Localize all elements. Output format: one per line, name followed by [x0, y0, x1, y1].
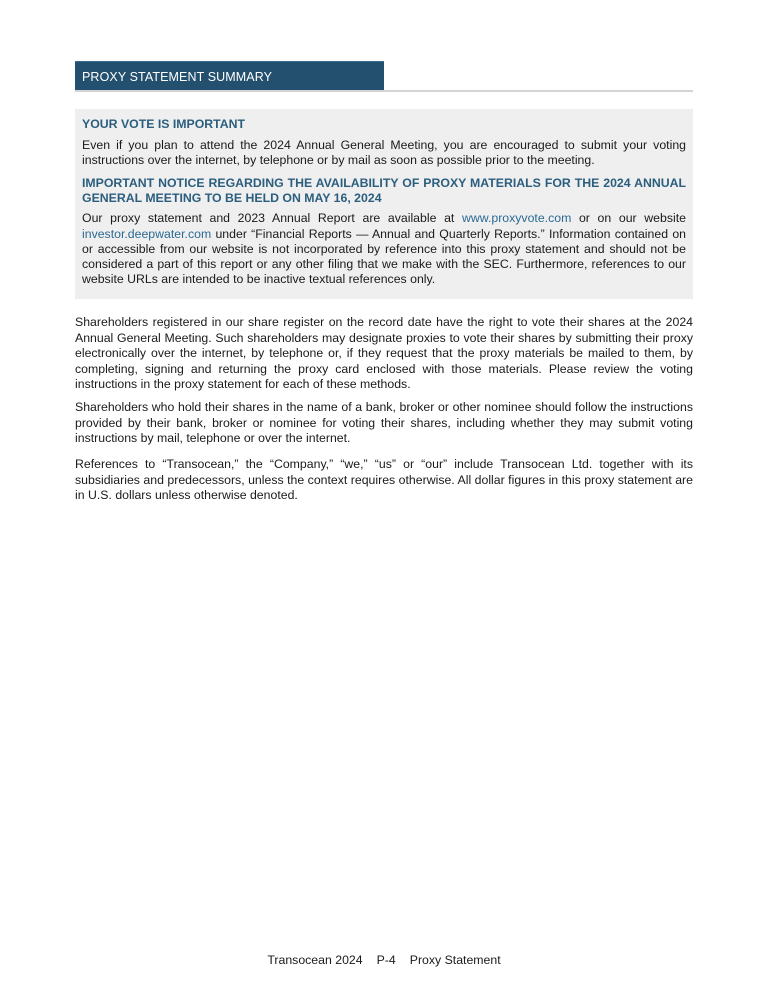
- page-footer: [0, 953, 768, 967]
- vote-heading: YOUR VOTE IS IMPORTANT: [82, 117, 246, 131]
- important-notice-box: [75, 109, 693, 299]
- availability-text-part-2: or on our website: [571, 211, 686, 226]
- availability-text-part-1: Our proxy statement and 2023 Annual Report are available at: [82, 211, 462, 226]
- section-header-tab: [75, 61, 384, 91]
- header-divider: [75, 90, 693, 92]
- investor-link[interactable]: investor.deepwater.com: [82, 226, 212, 241]
- availability-heading: IMPORTANT NOTICE REGARDING THE AVAILABILITY OF PROXY MATERIALS FOR THE 2024 ANNUAL GENERAL MEETING TO BE HELD ON MAY 16, 2024: [82, 176, 686, 206]
- footer-company-year: Transocean 2024: [267, 953, 363, 967]
- footer-page-number: P-4: [376, 953, 396, 967]
- vote-text: Even if you plan to attend the 2024 Annual General Meeting, you are encouraged to submit your voting instructions over the internet, by telephone or by mail as soon as possible prior to the meeting.: [82, 138, 686, 168]
- body-paragraph-registered-shareholders: Shareholders registered in our share register on the record date have the right to vote their shares at the 2024 Annual General Meeting. Such shareholders may designate proxies to vote their shares by submitting their proxy electronically over the internet, by telephone or, if they request that the proxy materials be mailed to them, by completing, signing and returning the proxy card enclosed with those materials. Please review the voting instructions in the proxy statement for each of these methods.: [75, 315, 693, 392]
- body-paragraph-beneficial-holders: Shareholders who hold their shares in the name of a bank, broker or other nominee should follow the instructions provided by their bank, broker or nominee for voting their shares, including whether they may submit voting instructions by mail, telephone or over the internet.: [75, 400, 693, 446]
- proxyvote-link[interactable]: www.proxyvote.com: [461, 211, 572, 226]
- section-title: PROXY STATEMENT SUMMARY: [82, 70, 273, 84]
- footer-document-name: Proxy Statement: [409, 953, 501, 967]
- availability-text: [82, 211, 686, 287]
- availability-text-part-3: under “Financial Reports — Annual and Quarterly Reports.” Information contained on or accessible from our website is not incorporated by reference into this proxy statement and should not be considered a part of this report or any other filing that we make with the SEC. Furthermore, references to our website URLs are intended to be inactive textual references only.: [82, 226, 686, 287]
- body-paragraph-references: References to “Transocean,” the “Company,” “we,” “us” or “our” include Transocean Ltd. together with its subsidiaries and predecessors, unless the context requires otherwise. All dollar figures in this proxy statement are in U.S. dollars unless otherwise denoted.: [75, 457, 693, 503]
